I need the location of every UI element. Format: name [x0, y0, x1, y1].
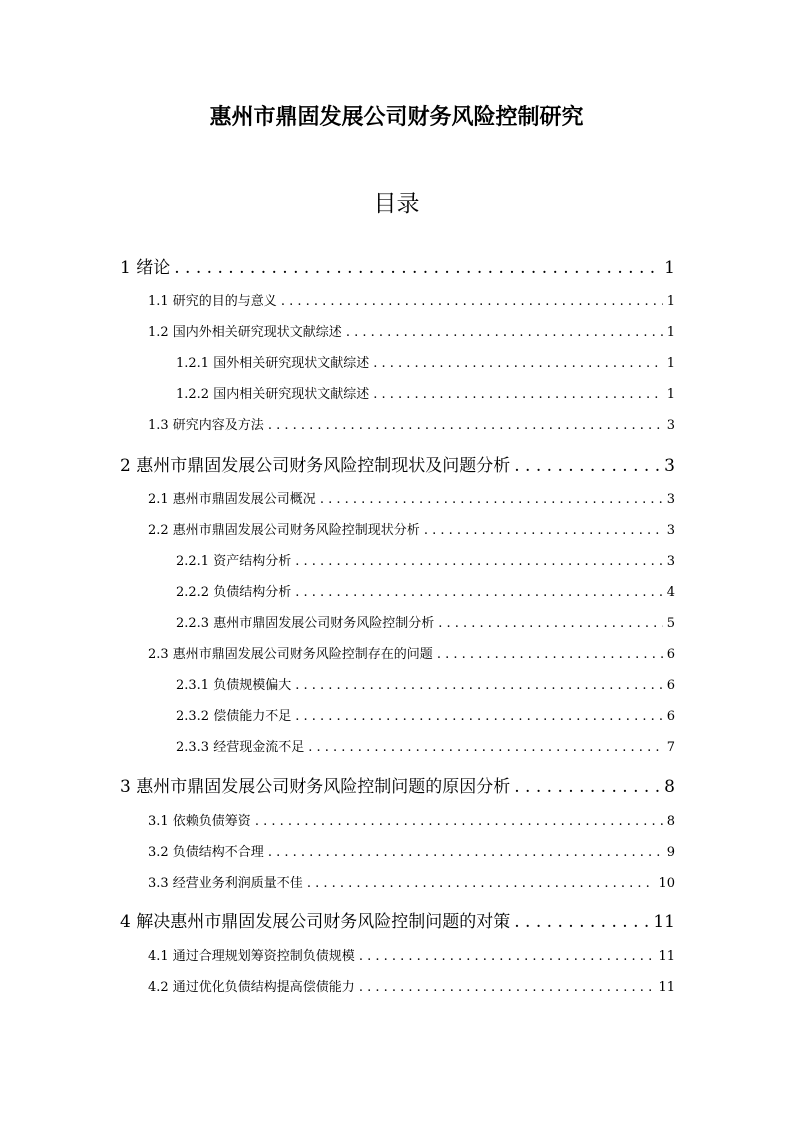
toc-leader-dots: [174, 258, 660, 278]
toc-leader-dots: [255, 814, 663, 829]
toc-entry-page-number: 5: [666, 616, 675, 631]
toc-entry-label: 4.1 通过合理规划筹资控制负债规模: [148, 949, 355, 964]
toc-entry[interactable]: [148, 290, 675, 309]
toc-leader-dots: [308, 740, 663, 755]
toc-entry-label: 3.2 负债结构不合理: [148, 845, 264, 860]
toc-entry[interactable]: [148, 945, 675, 964]
toc-entry-page-number: 6: [666, 647, 675, 662]
toc-entry-page-number: 11: [658, 949, 675, 964]
toc-entry-label: 2.3.1 负债规模偏大: [176, 678, 292, 693]
toc-entry-page-number: 3: [666, 523, 675, 538]
toc-leader-dots: [320, 492, 663, 507]
toc-entry-label: 2.3 惠州市鼎固发展公司财务风险控制存在的问题: [148, 647, 433, 662]
toc-entry-label: 2.1 惠州市鼎固发展公司概况: [148, 492, 316, 507]
toc-leader-dots: [424, 523, 663, 538]
toc-leader-dots: [346, 325, 663, 340]
toc-entry[interactable]: [120, 772, 675, 797]
toc-heading: 目录: [373, 191, 420, 217]
toc-leader-dots: [295, 554, 663, 569]
toc-entry[interactable]: [148, 872, 675, 891]
toc-entry-page-number: 3: [666, 554, 675, 569]
toc-entry-label: 1.2 国内外相关研究现状文献综述: [148, 325, 342, 340]
toc-entry[interactable]: [176, 736, 675, 755]
toc-entry-label: 2.2.2 负债结构分析: [176, 585, 292, 600]
toc-entry-page-number: 10: [658, 876, 675, 891]
toc-entry-label: 2.2.1 资产结构分析: [176, 554, 292, 569]
toc-entry[interactable]: [148, 841, 675, 860]
toc-entry[interactable]: [176, 550, 675, 569]
toc-entry[interactable]: [176, 581, 675, 600]
toc-leader-dots: [437, 647, 663, 662]
toc-entry-page-number: 3: [664, 456, 675, 476]
toc-entry-page-number: 9: [666, 845, 675, 860]
document-title: 惠州市鼎固发展公司财务风险控制研究: [209, 104, 584, 130]
toc-entry-label: 4.2 通过优化负债结构提高偿债能力: [148, 980, 355, 995]
toc-entry-page-number: 1: [666, 356, 675, 371]
toc-entry-label: 2.3.3 经营现金流不足: [176, 740, 305, 755]
toc-entry-page-number: 6: [666, 678, 675, 693]
toc-entry-label: 1.2.2 国内相关研究现状文献综述: [176, 387, 370, 402]
toc-leader-dots: [373, 356, 663, 371]
toc-leader-dots: [295, 709, 663, 724]
toc-leader-dots: [359, 949, 655, 964]
toc-entry-page-number: 11: [658, 980, 675, 995]
toc-entry[interactable]: [176, 612, 675, 631]
toc-entry-page-number: 8: [664, 777, 675, 797]
toc-leader-dots: [373, 387, 663, 402]
toc-entry[interactable]: [176, 674, 675, 693]
toc-entry-page-number: 1: [666, 325, 675, 340]
toc-entry-page-number: 3: [666, 418, 675, 433]
toc-entry-page-number: 3: [666, 492, 675, 507]
toc-entry-label: 2 惠州市鼎固发展公司财务风险控制现状及问题分析: [120, 456, 511, 476]
toc-entry-page-number: 7: [666, 740, 675, 755]
toc-entry-label: 3.1 依赖负债筹资: [148, 814, 251, 829]
toc-entry-label: 2.3.2 偿债能力不足: [176, 709, 292, 724]
toc-entry-page-number: 1: [666, 294, 675, 309]
toc-entry[interactable]: [176, 705, 675, 724]
toc-entry[interactable]: [176, 383, 675, 402]
toc-entry-label: 1.2.1 国外相关研究现状文献综述: [176, 356, 370, 371]
toc-entry[interactable]: [120, 451, 675, 476]
toc-leader-dots: [359, 980, 655, 995]
toc-leader-dots: [295, 585, 663, 600]
toc-entry-label: 3 惠州市鼎固发展公司财务风险控制问题的原因分析: [120, 777, 511, 797]
toc-leader-dots: [514, 777, 660, 797]
toc-leader-dots: [438, 616, 663, 631]
toc-entry-label: 3.3 经营业务利润质量不佳: [148, 876, 303, 891]
toc-leader-dots: [307, 876, 655, 891]
toc-leader-dots: [295, 678, 663, 693]
toc-entry[interactable]: [148, 321, 675, 340]
toc-entry[interactable]: [148, 643, 675, 662]
toc-entry[interactable]: [148, 976, 675, 995]
toc-entry-page-number: 1: [664, 258, 675, 278]
toc-entry[interactable]: [120, 253, 675, 278]
toc-entry[interactable]: [148, 810, 675, 829]
toc-entry[interactable]: [148, 414, 675, 433]
toc-entry-page-number: 1: [666, 387, 675, 402]
toc-entry-label: 2.2 惠州市鼎固发展公司财务风险控制现状分析: [148, 523, 420, 538]
toc-entry[interactable]: [120, 907, 675, 932]
toc-leader-dots: [514, 456, 660, 476]
toc-leader-dots: [514, 912, 649, 932]
toc-leader-dots: [268, 845, 663, 860]
toc-entry-label: 1.1 研究的目的与意义: [148, 294, 277, 309]
toc-leader-dots: [268, 418, 663, 433]
toc-leader-dots: [281, 294, 663, 309]
toc-entry-label: 1 绪论: [120, 258, 171, 278]
toc-entry-page-number: 6: [666, 709, 675, 724]
toc-entry[interactable]: [148, 519, 675, 538]
toc-entry-page-number: 8: [666, 814, 675, 829]
toc-entry-page-number: 11: [653, 912, 675, 932]
toc-entry-label: 2.2.3 惠州市鼎固发展公司财务风险控制分析: [176, 616, 435, 631]
toc-entry[interactable]: [148, 488, 675, 507]
toc-entry-label: 4 解决惠州市鼎固发展公司财务风险控制问题的对策: [120, 912, 511, 932]
toc-entry-label: 1.3 研究内容及方法: [148, 418, 264, 433]
toc-entry-page-number: 4: [666, 585, 675, 600]
toc-entry[interactable]: [176, 352, 675, 371]
